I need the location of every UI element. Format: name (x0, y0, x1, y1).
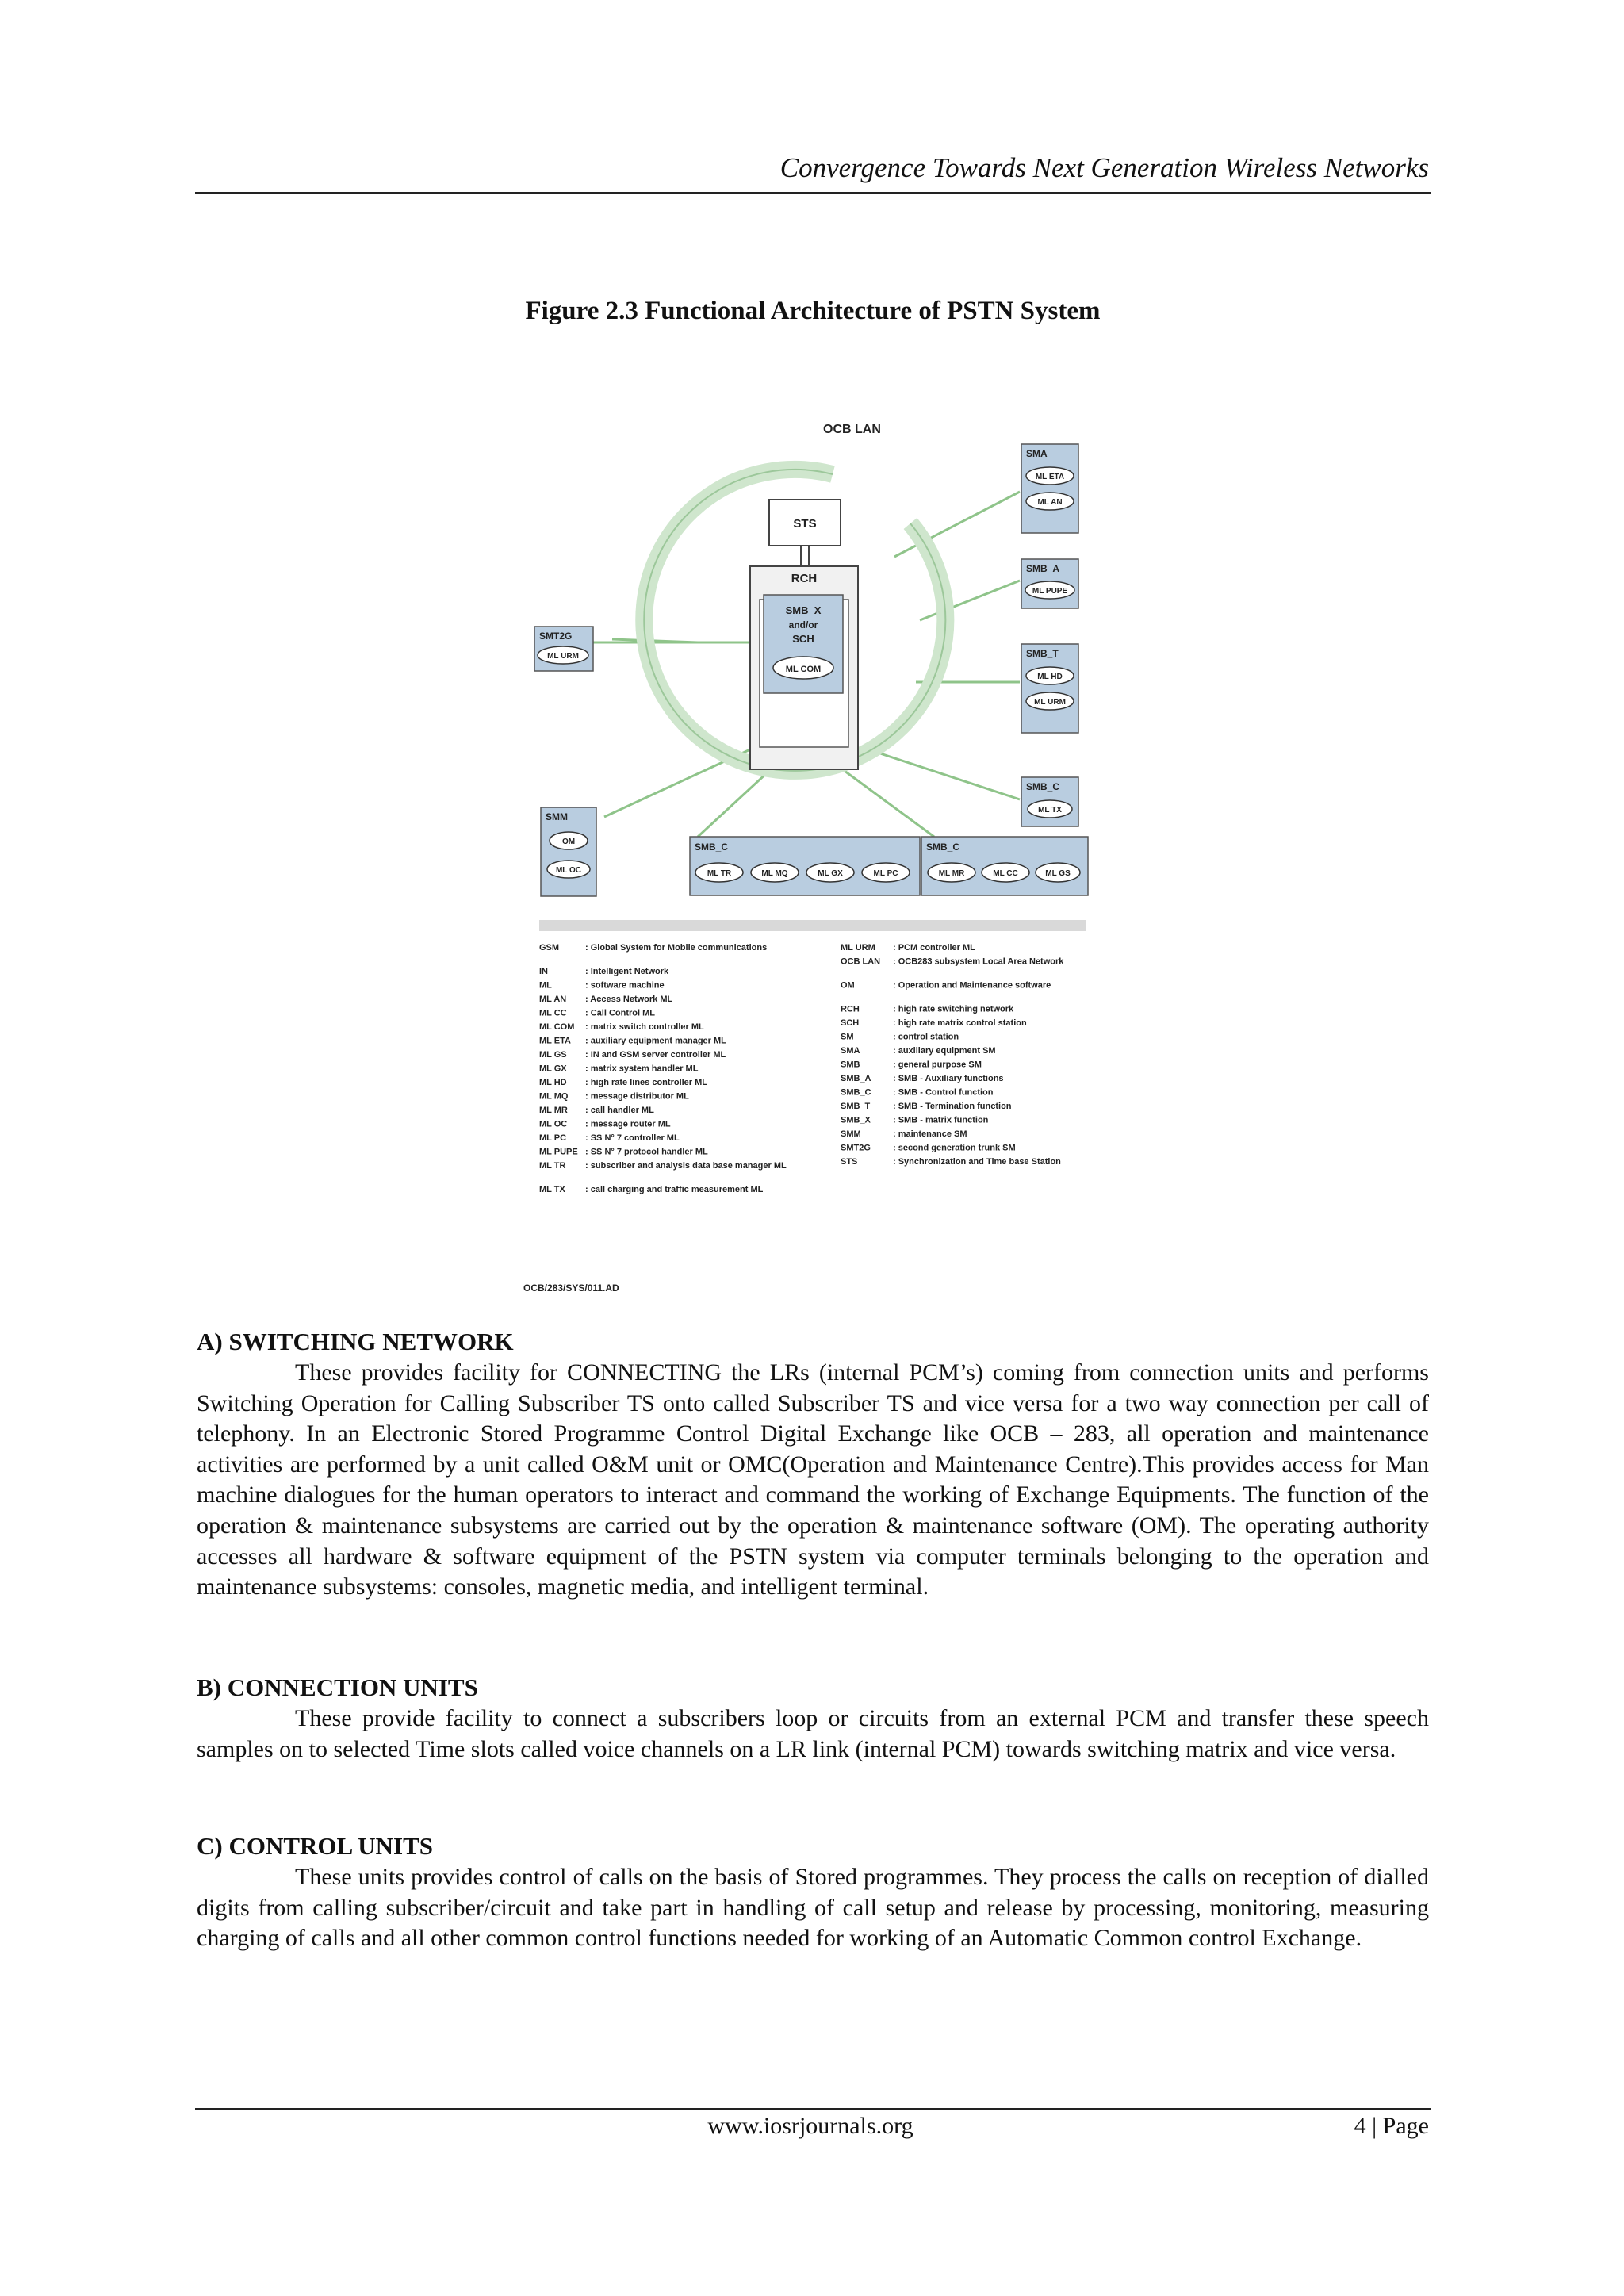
legend-description: : Access Network ML (585, 995, 673, 1004)
legend-key: IN (539, 967, 548, 976)
legend-key: ML PUPE (539, 1147, 578, 1157)
legend-description: : SS N° 7 controller ML (585, 1133, 680, 1143)
section-switching-network (197, 1326, 1429, 1603)
figure-caption: Figure 2.3 Functional Architecture of PSTN System (525, 297, 1101, 325)
legend-key: SMM (841, 1129, 861, 1139)
sts-label: STS (793, 517, 817, 531)
legend-key: ML GS (539, 1050, 567, 1060)
legend-key: ML GX (539, 1064, 567, 1074)
legend-description: : Operation and Maintenance software (893, 980, 1051, 991)
smb-t-title: SMB_T (1026, 648, 1059, 659)
sma-item-1: ML ETA (1035, 473, 1065, 481)
smb-x-line-3: SCH (792, 633, 814, 645)
legend-description: : auxiliary equipment manager ML (585, 1036, 726, 1046)
legend-key: SM (841, 1032, 854, 1042)
legend-key: SCH (841, 1018, 860, 1028)
legend-key: SMB_X (841, 1115, 871, 1125)
smt2g-title: SMT2G (539, 631, 573, 642)
smt2g-item: ML URM (547, 652, 579, 661)
legend-key: STS (841, 1157, 858, 1167)
legend-description: : software machine (585, 980, 665, 991)
legend-key: ML TR (539, 1161, 566, 1171)
legend-description: : call charging and traffic measurement ML (585, 1185, 764, 1194)
legend-key: SMB_A (841, 1074, 871, 1083)
legend-description: : general purpose SM (893, 1060, 982, 1070)
legend-key: OM (841, 980, 855, 991)
legend-description: : high rate matrix control station (893, 1018, 1027, 1028)
footer-page-number: 4 | Page (1354, 2113, 1429, 2139)
smm-item-2: ML OC (555, 866, 582, 875)
section-body: These provides facility for CONNECTING the LRs (internal PCM’s) coming from connection units and performs Switching Operation for Calling Subscriber TS onto called Subscriber TS and vice versa for a two way connection per call of telephony. In an Electronic Stored Programme Control Digital Exchange like OCB – 283, all operation and maintenance activities are performed by a unit called O&M unit or OMC(Operation and Maintenance Centre).This provides access for Man machine dialogues for the human operators to interact and command the working of Exchange Equipments. The function of the operation & maintenance subsystems are carried out by the operation & maintenance software (OM). The operating authority accesses all hardware & software equipment of the PSTN system via computer terminals belonging to the operation and maintenance subsystems: consoles, magnetic media, and intelligent terminal. (197, 1359, 1429, 1600)
legend-key: ML (539, 980, 552, 991)
legend-bar (539, 920, 1086, 931)
legend-description: : matrix switch controller ML (585, 1022, 704, 1032)
legend-key: SMT2G (841, 1143, 871, 1153)
legend-description: : message distributor ML (585, 1091, 689, 1102)
smb-c-b1-item-3: ML GX (818, 869, 843, 878)
smm-title: SMM (546, 811, 568, 822)
legend-key: ML COM (539, 1022, 575, 1032)
smb-c-b2-item-2: ML CC (993, 869, 1018, 878)
legend-right (841, 943, 1064, 1167)
legend-key: ML MR (539, 1106, 568, 1115)
legend-key: SMB_C (841, 1087, 871, 1098)
legend-description: : message router ML (585, 1119, 671, 1129)
ml-com-label: ML COM (785, 665, 822, 674)
section-body: These provide facility to connect a subscribers loop or circuits from an external PCM and transfer these speech samples on to selected Time slots called voice channels on a LR link (internal PCM) towards switching matrix and vice versa. (197, 1705, 1429, 1762)
legend-description: : subscriber and analysis data base manager ML (585, 1161, 787, 1171)
legend-description: : Intelligent Network (585, 967, 669, 976)
legend-key: ML URM (841, 943, 875, 953)
footer-rule (195, 2108, 1431, 2110)
smb-c-b1-item-2: ML MQ (761, 869, 788, 878)
legend-key: ML TX (539, 1185, 565, 1194)
smb-t-item-1: ML HD (1037, 673, 1063, 681)
legend-key: SMB_T (841, 1102, 871, 1111)
section-connection-units (197, 1672, 1429, 1765)
smb-c-b1-item-4: ML PC (873, 869, 898, 878)
running-title: Convergence Towards Next Generation Wireless Networks (779, 152, 1429, 183)
legend-description: : SS N° 7 protocol handler ML (585, 1147, 708, 1157)
legend-key: OCB LAN (841, 956, 881, 967)
architecture-diagram (523, 412, 1094, 1309)
legend-description: : auxiliary equipment SM (893, 1046, 996, 1056)
pstn-architecture-figure (523, 412, 1094, 1309)
smb-c-right-item: ML TX (1038, 806, 1062, 815)
legend-key: RCH (841, 1004, 860, 1014)
rch-label: RCH (791, 572, 818, 585)
legend-key: SMB (841, 1060, 860, 1070)
smb-c-bottom-2-title: SMB_C (926, 841, 960, 853)
legend-description: : matrix system handler ML (585, 1064, 699, 1074)
legend-description: : Call Control ML (585, 1008, 655, 1018)
smb-t-item-2: ML URM (1034, 698, 1066, 707)
legend-description: : SMB - Auxiliary functions (893, 1074, 1004, 1083)
legend-description: : Synchronization and Time base Station (893, 1157, 1061, 1167)
smb-x-line-1: SMB_X (785, 604, 822, 616)
legend-description: : IN and GSM server controller ML (585, 1050, 726, 1060)
legend-key: ML ETA (539, 1036, 571, 1046)
section-control-units (197, 1830, 1429, 1954)
legend-description: : control station (893, 1032, 959, 1042)
smb-x-line-2: and/or (788, 619, 818, 631)
figure-code: OCB/283/SYS/011.AD (523, 1282, 619, 1294)
smb-c-b2-item-3: ML GS (1045, 869, 1071, 878)
legend-description: : call handler ML (585, 1106, 654, 1115)
legend-description: : maintenance SM (893, 1129, 967, 1139)
smb-c-b1-item-1: ML TR (707, 869, 732, 878)
smb-c-bottom-1-title: SMB_C (695, 841, 729, 853)
legend-key: ML PC (539, 1133, 567, 1143)
legend-description: : SMB - Control function (893, 1087, 994, 1098)
smb-c-right-title: SMB_C (1026, 781, 1060, 792)
smb-c-b2-item-1: ML MR (938, 869, 965, 878)
section-heading: C) CONTROL UNITS (197, 1832, 433, 1860)
legend-key: GSM (539, 943, 560, 953)
legend-key: ML OC (539, 1119, 568, 1129)
footer-url[interactable]: www.iosrjournals.org (707, 2113, 914, 2139)
legend-description: : SMB - Termination function (893, 1102, 1012, 1111)
section-heading: B) CONNECTION UNITS (197, 1673, 478, 1701)
legend-key: ML HD (539, 1078, 567, 1087)
smb-a-item: ML PUPE (1032, 587, 1068, 596)
header-rule (195, 192, 1431, 194)
legend-description: : second generation trunk SM (893, 1143, 1016, 1153)
legend-description: : SMB - matrix function (893, 1115, 989, 1125)
legend-key: ML CC (539, 1008, 567, 1018)
ocb-lan-label: OCB LAN (823, 423, 881, 436)
legend-left (539, 943, 787, 1194)
legend-description: : high rate lines controller ML (585, 1078, 708, 1087)
smb-a-title: SMB_A (1026, 563, 1060, 574)
sma-title: SMA (1026, 448, 1048, 459)
section-body: These units provides control of calls on the basis of Stored programmes. They process the calls on reception of dialled digits from calling subscriber/circuit and take part in handling of call setup and release by processing, monitoring, measuring charging of calls and all other common control functions needed for working of an Automatic Common control Exchange. (197, 1864, 1429, 1952)
legend-description: : PCM controller ML (893, 943, 975, 953)
legend-key: SMA (841, 1046, 860, 1056)
legend-key: ML AN (539, 995, 567, 1004)
section-heading: A) SWITCHING NETWORK (197, 1328, 514, 1355)
legend-key: ML MQ (539, 1091, 569, 1102)
legend-description: : Global System for Mobile communications (585, 943, 768, 953)
smm-item-1: OM (561, 838, 576, 846)
sma-item-2: ML AN (1037, 498, 1063, 507)
legend-description: : OCB283 subsystem Local Area Network (893, 956, 1064, 967)
legend-description: : high rate switching network (893, 1004, 1014, 1014)
